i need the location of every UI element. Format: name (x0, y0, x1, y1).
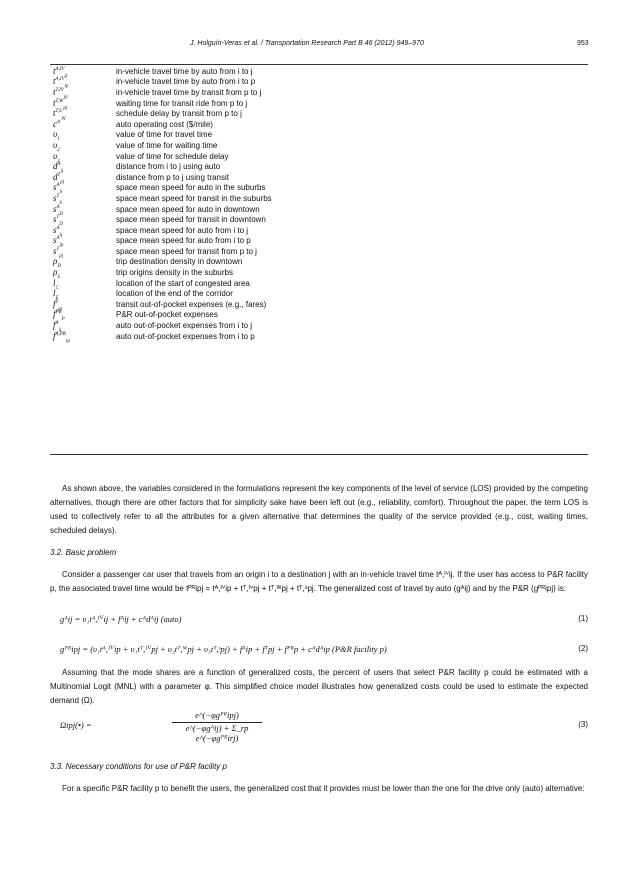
symbol-base: f (53, 320, 56, 331)
symbol-superscript: A,IV (55, 77, 65, 83)
symbol-superscript: A (55, 321, 59, 327)
symbol-superscript: PR (55, 310, 62, 316)
symbol-superscript: A,PR (55, 331, 66, 337)
paragraph-mnl: Assuming that the mode shares are a function of generalized costs, the percent of users that select P&R facility p could be estimated with a Multinomial Logit (MNL) with a parameter φ. This simplified choice model illustrates how generalized costs could be used to estimate the expected demand (Ω). (50, 668, 588, 705)
symbol-base: f (53, 330, 56, 341)
nomenclature-row (50, 257, 588, 268)
symbol-base: s (53, 224, 57, 235)
nomenclature-symbol (50, 151, 116, 162)
nomenclature-row (50, 246, 588, 257)
symbol-subscript: pj (58, 306, 63, 312)
equation-1 (60, 614, 588, 625)
nomenclature-symbol (50, 172, 116, 183)
nomenclature-description: in-vehicle travel time by auto from i to p (116, 77, 256, 87)
nomenclature-row (50, 320, 588, 331)
nomenclature-row (50, 331, 588, 342)
symbol-superscript: T (56, 246, 60, 252)
nomenclature-row (50, 161, 588, 172)
symbol-subscript: D (57, 264, 61, 270)
nomenclature-description: space mean speed for auto in downtown (116, 204, 260, 214)
section-3-2-heading: 3.2. Basic problem (50, 548, 117, 557)
nomenclature-description: transit out-of-pocket expenses (e.g., fares) (116, 299, 267, 309)
symbol-subscript: ip (65, 338, 70, 344)
symbol-superscript: A (57, 162, 61, 168)
symbol-superscript: T,S (55, 109, 62, 115)
nomenclature-description: auto out-of-pocket expenses from i to j (116, 321, 253, 331)
nomenclature-symbol (50, 267, 116, 278)
symbol-base: d (53, 161, 58, 172)
nomenclature-row (50, 236, 588, 247)
nomenclature-symbol (50, 108, 116, 119)
equation-1-number: (1) (578, 614, 588, 623)
symbol-subscript: pj (59, 253, 64, 259)
nomenclature-row (50, 151, 588, 162)
symbol-subscript: D (59, 211, 64, 217)
symbol-subscript: S (59, 190, 63, 196)
nomenclature-row (50, 98, 588, 109)
nomenclature-symbol (50, 179, 116, 196)
nomenclature-description: location of the start of congested area (116, 278, 250, 288)
equation-3 (60, 710, 588, 744)
nomenclature-row (50, 87, 588, 98)
symbol-base: t (53, 65, 56, 76)
nomenclature-row (50, 172, 588, 183)
symbol-base: υ (53, 150, 58, 161)
nomenclature-symbol (50, 214, 116, 225)
nomenclature-symbol (50, 98, 116, 109)
symbol-subscript: pj (63, 94, 68, 100)
symbol-base: υ (53, 139, 58, 150)
equation-2 (60, 644, 588, 655)
nomenclature-description: space mean speed for auto in the suburbs (116, 183, 266, 193)
nomenclature-description: value of time for schedule delay (116, 151, 229, 161)
symbol-subscript: 1 (57, 137, 60, 143)
symbol-superscript: A (56, 183, 60, 189)
symbol-base: s (53, 235, 57, 246)
symbol-subscript: 2 (57, 147, 60, 153)
nomenclature-symbol (50, 288, 116, 302)
nomenclature-description: value of time for travel time (116, 130, 213, 140)
table-bottom-rule (50, 454, 588, 455)
equation-1-body: gᴬij = υ₁tᴬ,ᴵⱽij + fᴬij + cᴬdᴬij (auto) (60, 614, 182, 624)
nomenclature-table (50, 65, 588, 344)
symbol-base: t (53, 108, 56, 119)
nomenclature-row (50, 278, 588, 289)
nomenclature-row (50, 267, 588, 278)
paragraph-los: As shown above, the variables considered in the formulations represent the key components of the level of service (LOS) provided by the competing alternatives, though there are other factors that for simplicity sake have been left out (e.g., reliability, comfort). Throughout the paper, the term LOS is used to collectively refer to all the attributes for a given alternative that determines the quality of the service provided (e.g., cost, waiting times, scheduled delays). (50, 484, 588, 535)
section-3-3-heading: 3.3. Necessary conditions for use of P&R facility p (50, 762, 227, 771)
equation-3-lhs: Ωipj(•) = (60, 720, 92, 730)
symbol-subscript: S (59, 200, 62, 206)
nomenclature-row (50, 66, 588, 77)
nomenclature-description: waiting time for transit ride from p to j (116, 98, 248, 108)
symbol-subscript: ip (64, 84, 69, 90)
nomenclature-description: distance from i to j using auto (116, 162, 221, 172)
equation-2-body: gᴾᴿipj = (υ₁tᴬ,ᴵⱽip + υ₁tᵀ,ᴵⱽpj + υ₂tᵀ,ᵂpj + υ₃tᵀ,ˢpj) + fᴬip + fᵀpj + fᴾᴿp + cᴬdᴬip (P&R facility p) (60, 644, 387, 654)
symbol-base: l (53, 288, 56, 299)
nomenclature-row (50, 214, 588, 225)
nomenclature-row (50, 119, 588, 130)
equation-3-numerator: e^(−φgᴾᴿipj) (172, 710, 262, 723)
symbol-superscript: T (56, 193, 60, 199)
nomenclature-row (50, 310, 588, 321)
symbol-subscript: pj (63, 105, 68, 111)
nomenclature-description: space mean speed for transit from p to j (116, 246, 257, 256)
nomenclature-symbol (50, 278, 116, 289)
nomenclature-description: space mean speed for transit in downtown (116, 215, 266, 225)
symbol-subscript: ip (59, 243, 64, 249)
nomenclature-symbol (50, 246, 116, 257)
nomenclature-row (50, 140, 588, 151)
nomenclature-description: value of time for waiting time (116, 140, 218, 150)
equation-2-number: (2) (578, 644, 588, 653)
symbol-subscript: ij (58, 327, 62, 333)
symbol-superscript: A,IV (55, 66, 65, 72)
symbol-base: s (53, 203, 57, 214)
symbol-subscript: E (55, 296, 59, 302)
nomenclature-row (50, 288, 588, 302)
nomenclature-symbol (50, 253, 116, 270)
symbol-base: s (53, 182, 57, 193)
symbol-base: s (53, 214, 57, 225)
nomenclature-symbol (50, 66, 116, 77)
nomenclature-row (50, 225, 588, 236)
nomenclature-row (50, 130, 588, 141)
symbol-superscript: A (56, 236, 60, 242)
symbol-base: f (53, 298, 56, 309)
nomenclature-symbol (50, 232, 116, 249)
symbol-superscript: T,IV (55, 87, 64, 93)
symbol-base: ρ (53, 256, 58, 267)
symbol-base: s (53, 245, 57, 256)
symbol-base: ρ (53, 267, 58, 278)
nomenclature-description: space mean speed for transit in the suburbs (116, 193, 272, 203)
symbol-superscript: T (57, 172, 61, 178)
symbol-superscript: A (57, 119, 61, 125)
symbol-subscript: C (55, 285, 59, 291)
symbol-subscript: S (57, 274, 60, 280)
nomenclature-symbol (50, 87, 116, 98)
symbol-superscript: T (56, 215, 60, 221)
symbol-superscript: T,W (55, 98, 64, 104)
nomenclature-description: space mean speed for auto from i to p (116, 236, 251, 246)
symbol-base: s (53, 192, 57, 203)
nomenclature-symbol (50, 320, 116, 331)
nomenclature-row (50, 183, 588, 194)
nomenclature-description: in-vehicle travel time by transit from p to j (116, 87, 262, 97)
symbol-base: t (53, 76, 56, 87)
symbol-base: c (53, 118, 57, 129)
nomenclature-symbol (50, 193, 116, 204)
paragraph-basic-problem: Consider a passenger car user that travels from an origin i to a destination j with an in-vehicle travel time tᴬ,ᴵⱽij. If the user has access to P&R facility p, the associated travel time would be tᴾᴿipj = tᴬ,ᴵⱽip + tᵀ,ᴵⱽpj + tᵀ,ᵂpj + tᵀ,ˢpj. The generalized cost of travel by auto (gᴬij) and by the P&R (gᴾᴿipj) is: (50, 570, 588, 593)
nomenclature-symbol (50, 306, 116, 323)
symbol-base: υ (53, 129, 58, 140)
symbol-subscript: ij (60, 168, 64, 174)
symbol-subscript: D (59, 221, 63, 227)
paragraph-conditions: For a specific P&R facility p to benefit the users, the generalized cost that it provides must be lower than the one for the drive only (auto) alternative: (62, 784, 585, 793)
nomenclature-description: trip origins density in the suburbs (116, 268, 233, 278)
symbol-subscript: 3 (57, 158, 60, 164)
equation-3-denominator: e^(−φgᴬij) + Σ_rp e^(−φgᴾᴿirj) (185, 723, 249, 743)
symbol-base: t (53, 86, 56, 97)
symbol-base: l (53, 277, 56, 288)
symbol-base: t (53, 97, 56, 108)
nomenclature-description: schedule delay by transit from p to j (116, 109, 242, 119)
nomenclature-description: distance from p to j using transit (116, 172, 229, 182)
symbol-base: d (53, 171, 58, 182)
nomenclature-description: location of the end of the corridor (116, 289, 233, 299)
nomenclature-symbol (50, 225, 116, 236)
symbol-subscript: ij (64, 73, 68, 79)
symbol-subscript: ij (59, 232, 63, 238)
symbol-superscript: T (55, 299, 59, 305)
nomenclature-description: P&R out-of-pocket expenses (116, 310, 218, 320)
nomenclature-row (50, 108, 588, 119)
nomenclature-description: in-vehicle travel time by auto from i to j (116, 66, 253, 76)
nomenclature-row (50, 77, 588, 88)
equation-3-fraction (172, 710, 262, 743)
nomenclature-description: space mean speed for auto from i to j (116, 225, 249, 235)
symbol-superscript: A (56, 225, 60, 231)
symbol-base: f (53, 309, 56, 320)
nomenclature-symbol (50, 299, 116, 310)
nomenclature-description: auto operating cost ($/mile) (116, 119, 213, 129)
nomenclature-description: auto out-of-pocket expenses from i to p (116, 331, 255, 341)
running-header: J. Holguín-Veras et al. / Transportation Research Part B 46 (2012) 949–970 (190, 40, 424, 47)
symbol-subscript: pj (61, 115, 66, 121)
equation-3-number: (3) (578, 720, 588, 729)
nomenclature-symbol (50, 119, 116, 130)
nomenclature-symbol (50, 204, 116, 215)
nomenclature-row (50, 204, 588, 215)
page-number: 953 (577, 40, 589, 47)
symbol-subscript: P (61, 317, 65, 323)
nomenclature-symbol (50, 129, 116, 143)
symbol-superscript: A (56, 204, 60, 210)
nomenclature-description: trip destination density in downtown (116, 257, 243, 267)
nomenclature-row (50, 299, 588, 310)
nomenclature-symbol (50, 140, 116, 151)
symbol-subscript: pj (60, 179, 65, 185)
nomenclature-row (50, 193, 588, 204)
nomenclature-symbol (50, 161, 116, 172)
nomenclature-symbol (50, 331, 116, 342)
